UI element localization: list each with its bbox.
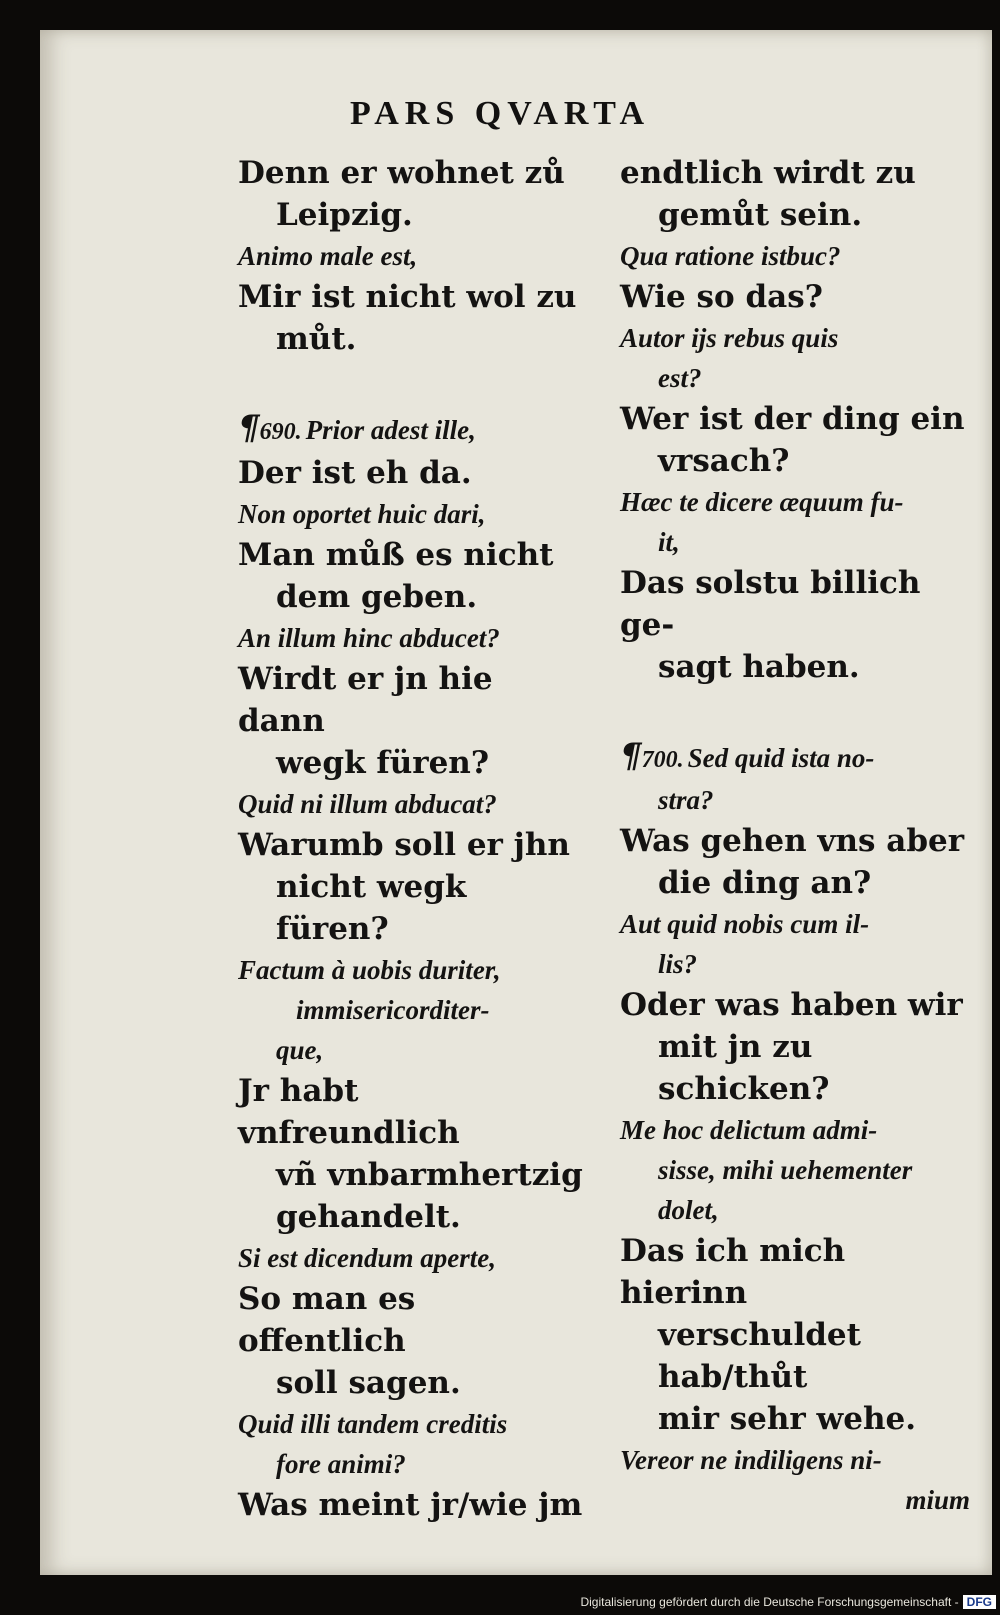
german-line: Mir ist nicht wol zu bbox=[238, 279, 577, 315]
latin-text: Prior adest ille, bbox=[305, 415, 476, 445]
section-gap bbox=[620, 688, 970, 736]
right-column bbox=[620, 152, 970, 1520]
verse-number: 700. bbox=[641, 747, 684, 773]
latin-line: dolet, bbox=[658, 1195, 719, 1225]
section-start-line bbox=[238, 408, 588, 452]
latin-line: Me hoc delictum admi- bbox=[620, 1115, 878, 1145]
pilcrow-mark: ¶ bbox=[238, 408, 260, 448]
german-line: Leipzig. bbox=[276, 197, 413, 233]
latin-line: Qua ratione istbuc? bbox=[620, 241, 841, 271]
latin-line: Aut quid nobis cum il- bbox=[620, 909, 870, 939]
latin-text: Sed quid ista no- bbox=[687, 743, 875, 773]
german-line: vrsach? bbox=[658, 443, 790, 479]
german-line: mir sehr wehe. bbox=[658, 1401, 917, 1437]
german-line: Man můß es nicht bbox=[238, 537, 554, 573]
latin-line: Vereor ne indiligens ni- bbox=[620, 1445, 882, 1475]
german-line: wegk füren? bbox=[276, 745, 489, 781]
left-column bbox=[238, 152, 588, 1526]
dfg-logo: DFG bbox=[963, 1595, 996, 1609]
german-line: endtlich wirdt zu bbox=[620, 155, 916, 191]
latin-line: sisse, mihi uehementer bbox=[658, 1155, 913, 1185]
credit-text: Digitalisierung gefördert durch die Deutsche Forschungsgemeinschaft - bbox=[580, 1595, 959, 1609]
latin-line: Factum à uobis duriter, bbox=[238, 955, 501, 985]
german-line: nicht wegk füren? bbox=[276, 869, 467, 947]
german-line: Jr habt vnfreundlich bbox=[238, 1073, 460, 1151]
running-header: PARS QVARTA bbox=[350, 95, 650, 132]
latin-line: Animo male est, bbox=[238, 241, 418, 271]
pilcrow-mark: ¶ bbox=[620, 736, 642, 776]
german-line: Wer ist der ding ein bbox=[620, 401, 965, 437]
german-line: gemůt sein. bbox=[658, 197, 863, 233]
german-line: Das ich mich hierinn bbox=[620, 1233, 846, 1311]
german-line: vñ vnbarmhertzig bbox=[276, 1157, 583, 1193]
german-line: Oder was haben wir bbox=[620, 987, 963, 1023]
latin-line: Hæc te dicere æquum fu- bbox=[620, 487, 904, 517]
latin-line: est? bbox=[658, 363, 702, 393]
german-line: Der ist eh da. bbox=[238, 455, 472, 491]
section-gap bbox=[238, 360, 588, 408]
latin-line: Quid ni illum abducat? bbox=[238, 789, 497, 819]
german-line: die ding an? bbox=[658, 865, 872, 901]
german-line: mit jn zu schicken? bbox=[658, 1029, 830, 1107]
latin-line: que, bbox=[276, 1035, 324, 1065]
german-line: Denn er wohnet zů bbox=[238, 155, 565, 191]
german-line: soll sagen. bbox=[276, 1365, 461, 1401]
german-line: můt. bbox=[276, 321, 357, 357]
german-line: dem geben. bbox=[276, 579, 478, 615]
latin-line: Autor ijs rebus quis bbox=[620, 323, 839, 353]
german-line: Wie so das? bbox=[620, 279, 823, 315]
latin-line: An illum hinc abducet? bbox=[238, 623, 500, 653]
latin-line: stra? bbox=[658, 785, 714, 815]
digitization-credit bbox=[580, 1595, 996, 1609]
german-line: Wirdt er jn hie dann bbox=[238, 661, 493, 739]
latin-line: Si est dicendum aperte, bbox=[238, 1243, 496, 1273]
section-start-line bbox=[620, 736, 970, 780]
german-line: So man es offentlich bbox=[238, 1281, 416, 1359]
german-line: verschuldet hab/thůt bbox=[658, 1317, 861, 1395]
latin-line: Non oportet huic dari, bbox=[238, 499, 486, 529]
latin-line: fore animi? bbox=[276, 1449, 406, 1479]
latin-line: immisericorditer- bbox=[296, 995, 490, 1025]
latin-line: it, bbox=[658, 527, 680, 557]
german-line: Warumb soll er jhn bbox=[238, 827, 570, 863]
german-line: Was gehen vns aber bbox=[620, 823, 965, 859]
latin-line: mium bbox=[905, 1485, 970, 1515]
german-line: Was meint jr/wie jm bbox=[238, 1487, 583, 1523]
latin-line: lis? bbox=[658, 949, 698, 979]
german-line: sagt haben. bbox=[658, 649, 860, 685]
german-line: Das solstu billich ge- bbox=[620, 565, 921, 643]
german-line: gehandelt. bbox=[276, 1199, 461, 1235]
latin-line: Quid illi tandem creditis bbox=[238, 1409, 508, 1439]
verse-number: 690. bbox=[259, 419, 302, 445]
